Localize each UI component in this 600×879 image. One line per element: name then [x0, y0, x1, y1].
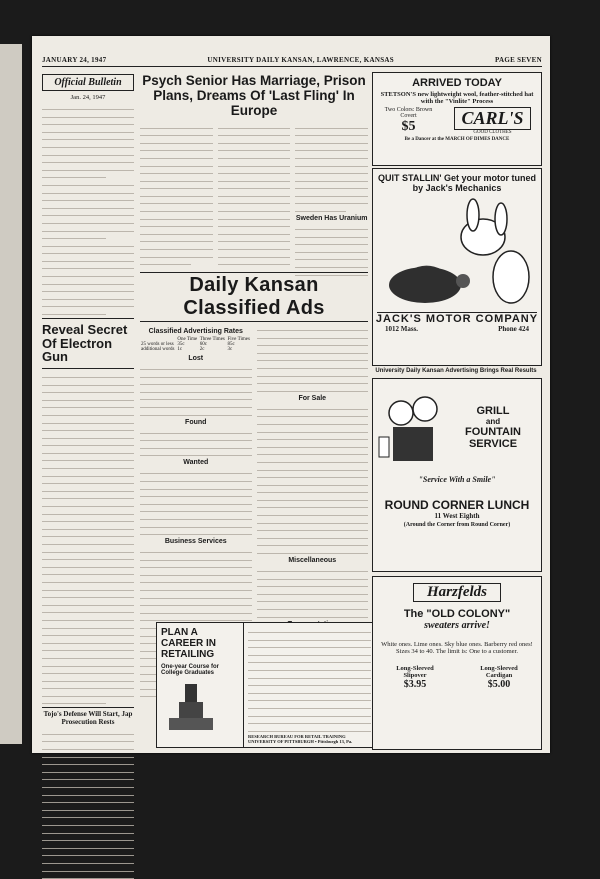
grill-label: GRILL: [476, 404, 510, 417]
slipover-label: Long-Sleeved Slipover: [396, 665, 434, 679]
round-corner-name: ROUND CORNER LUNCH: [384, 498, 530, 512]
old-colony-title: The "OLD COLONY": [403, 608, 511, 620]
career-footer: RESEARCH BUREAU FOR RETAIL TRAINING UNIVERSITY OF PITTSBURGH • Pittsburgh 13, Pa.: [248, 733, 353, 744]
rates-cell: 60c: [199, 342, 207, 347]
career-subtitle: One-year Course for College Graduates: [161, 664, 220, 676]
dimes-dance-note: Be a Dancer at the MARCH OF DIMES DANCE: [404, 137, 510, 142]
hat-price: $5: [401, 119, 416, 134]
service-smile: "Service With a Smile": [418, 475, 496, 484]
jacks-name: JACK'S MOTOR COMPANY: [375, 313, 539, 325]
hat-colors: Two Colors: Brown Covert: [384, 107, 433, 119]
header-paper: UNIVERSITY DAILY KANSAN, LAWRENCE, KANSAS: [207, 56, 394, 64]
cardigan-price: $5.00: [487, 679, 511, 690]
rates-table: [140, 337, 252, 352]
rates-cell: 85c: [227, 342, 235, 347]
classified-section: [140, 272, 368, 617]
career-title: PLAN A CAREER IN RETAILING: [161, 627, 217, 660]
soda-jerk-illustration: [373, 387, 445, 467]
rates-cell: 2c: [199, 347, 205, 352]
psych-story-block: [140, 74, 368, 270]
rates-col: One Time: [177, 337, 198, 342]
header-page: PAGE SEVEN: [494, 56, 542, 64]
header-date: JANUARY 24, 1947: [42, 56, 107, 64]
harzfelds-logo: Harzfelds: [413, 583, 501, 602]
rates-cell: additional words: [141, 347, 175, 352]
harzfelds-sweater-ad: [372, 576, 542, 750]
rates-cell: 35c: [177, 342, 185, 347]
and-label: and: [485, 416, 501, 426]
bulletin-text: [42, 104, 134, 315]
quit-stallin-title: QUIT STALLIN' Get your motor tuned by Jack's Mechanics: [378, 173, 536, 193]
lost-heading: Lost: [188, 355, 204, 362]
sweden-headline: Sweden Has Uranium: [295, 215, 368, 223]
carls-logo: CARL'S: [454, 107, 530, 130]
wanted-heading: Wanted: [183, 459, 209, 467]
misc-heading: Miscellaneous: [288, 557, 337, 565]
column-left: [42, 74, 134, 749]
business-heading: Business Services: [164, 538, 227, 546]
arrived-title: ARRIVED TODAY: [412, 77, 502, 89]
slipover-price: $3.95: [403, 679, 427, 690]
classified-title: Daily Kansan Classified Ads: [140, 272, 368, 322]
rates-title: Classified Advertising Rates: [148, 328, 243, 335]
psych-headline: Psych Senior Has Marriage, Prison Plans, Dreams Of 'Last Fling' In Europe: [142, 73, 366, 118]
retail-career-ad: [156, 622, 376, 748]
electron-gun-headline: Reveal Secret Of Electron Gun: [42, 322, 128, 365]
jacks-motor-ad: [372, 168, 542, 366]
rates-cell: 1c: [177, 347, 183, 352]
rates-col: Five Times: [227, 337, 250, 342]
jacks-phone: Phone 424: [498, 325, 529, 333]
service-label: SERVICE: [468, 437, 518, 450]
jacks-address: 1012 Mass.: [385, 325, 419, 333]
round-corner-address: 11 West Eighth: [434, 512, 480, 520]
udk-advertising-line: University Daily Kansan Advertising Brings Real Results: [375, 368, 537, 374]
arrived-subtitle: STETSON'S new lightweight wool, feather-stitched hat with the "Vinlite" Process: [380, 91, 534, 105]
stetson-hat-ad: [372, 72, 542, 166]
turtle-and-rabbit-illustration: [373, 197, 537, 312]
carls-tagline: GOOD CLOTHES: [473, 130, 512, 135]
newspaper-page: [32, 36, 550, 753]
sweater-colors: White ones. Lime ones. Sky blue ones. Barberry red ones! Sizes 34 to 40. The limit is: One to a customer.: [381, 641, 533, 655]
rates-cell: 25 words or less: [141, 342, 174, 347]
found-heading: Found: [185, 418, 207, 426]
tojo-headline: Tojo's Defense Will Start, Jap Prosecution Rests: [43, 710, 133, 727]
fountain-label: FOUNTAIN: [464, 425, 521, 438]
page-header: [42, 54, 542, 67]
bulletin-date: Jan. 24, 1947: [70, 94, 106, 101]
electron-gun-story: [42, 372, 134, 705]
official-bulletin-title: Official Bulletin: [42, 74, 134, 91]
cardigan-label: Long-Sleeved Cardigan: [480, 665, 518, 679]
rates-cell: 3c: [227, 347, 233, 352]
adjacent-page-edge: [0, 44, 22, 744]
sweaters-arrive: sweaters arrive!: [424, 620, 490, 631]
round-corner-lunch-ad: [372, 378, 542, 572]
round-corner-note: (Around the Corner from Round Corner): [403, 522, 511, 528]
tojo-story: [42, 729, 134, 879]
for-sale-heading: For Sale: [298, 394, 327, 402]
rates-col: Three Times: [199, 337, 225, 342]
cathedral-of-learning-icon: [161, 680, 221, 730]
